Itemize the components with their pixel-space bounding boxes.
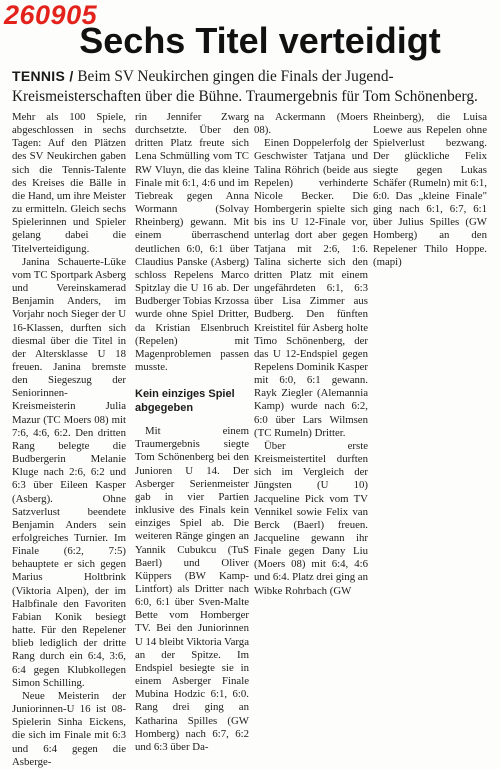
lead-paragraph xyxy=(12,66,488,107)
article-paragraph: Über erste Kreismeistertitel durften sich im Vergleich der Jüngsten (U 10) Jacqueline Pick vom TV Vennikel sowie Felix van Berck (Baerl) freuen. Jacqueline gewann ihr Finale gegen Dany Liu (Moers 08) mit 6:4, 4:6 und 6:4. Platz drei ging an Wibke Rohrbach (GW xyxy=(254,439,368,597)
article-column-3 xyxy=(254,111,368,598)
article-paragraph: Neue Meisterin der Juniorinnen-U 16 ist 08-Spielerin Sinha Eickens, die sich im Finale mit 6:3 und 6:4 gegen die Asberge- xyxy=(12,689,126,768)
article-paragraph: Mit einem Traumergebnis siegte Tom Schönenberg bei den Junioren U 14. Der Asberger Serienmeister gab in vier Partien inklusive des Finals kein einziges Spiel ab. Die weiteren Ränge gingen an Yannik Cubukcu (TuS Baerl) und Oliver Küppers (BW Kamp-Lintfort) als Dritter nach 6:0, 6:1 über Sven-Malte Bette vom Homberger TV. Bei den Juniorinnen U 14 bleibt Viktoria Varga an der Spitze. Im Endspiel besiegte sie in einem Asberger Finale Mubina Hodzic 6:1, 6:0. Rang drei ging an Katharina Spilles (GW Homberg) nach 6:7, 6:2 und 6:3 über Da- xyxy=(135,425,249,753)
article-paragraph: Janina Schauerte-Lüke vom TC Sportpark Asberg und Vereinskamerad Benjamin Anders, im Vorjahr noch Sieger der U 16-Klassen, durften sich diesmal über die Titel in der Altersklasse U 18 freuen. Janina bremste den Siegeszug der Seniorinnen-Kreismeisterin Julia Mazur (TC Moers 08) mit 7:6, 4:6, 6:2. Den dritten Rang belegte die Budbergerin Melanie Kluge nach 2:6, 6:2 und 6:3 über Eileen Kasper (Asberg). Ohne Satzverlust beendete Benjamin Anders sein erfolgreiches Turnier. Im Finale (6:2, 7:5) behauptete er sich gegen Marius Holtbrink (Viktoria Alpen), der im Halbfinale den Favoriten Fabian Konik besiegt hatte. Für den Repelener blieb lediglich der dritte Rang durch ein 6:4, 3:6, 6:4 gegen Klubkollegen Simon Schilling. xyxy=(12,255,126,689)
article-column-2 xyxy=(135,111,249,754)
date-stamp: 260905 xyxy=(4,0,98,30)
article-paragraph: Mehr als 100 Spiele, abgeschlossen in sechs Tagen: Auf den Plätzen des SV Neukirchen gaben sich die Tennis-Talente des Kreises die Bälle in die Hand, um ihre Meister zu ermitteln. Gleich sechs Spielerinnen und Spieler gelang dabei die Titelverteidigung. xyxy=(12,111,126,255)
article-column-1 xyxy=(12,111,126,769)
lead-kicker: TENNIS / xyxy=(12,68,74,84)
article-paragraph: Rheinberg), die Luisa Loewe aus Repelen ohne Spielverlust bezwang. Der glückliche Felix siegte gegen Lukas Schäfer (Rumeln) mit 6:1, 6:0. Das „kleine Finale" ging nach 6:1, 6:7, 6:1 über Julius Spilles (GW Homberg) an den Repelener Thilo Hoppe. (mapi) xyxy=(373,111,487,268)
article-paragraph: Einen Doppelerfolg der Geschwister Tatjana und Talina Röhrich (beide aus Repelen) verhinderte Nicole Becker. Die Hombergerin spielte sich bis ins U 12-Finale vor, unterlag dort aber gegen Tatjana mit 2:6, 1:6. Talina sicherte sich den dritten Platz mit einem ungefährdeten 6:1, 6:3 über Lisa Zimmer aus Budberg. Den fünften Kreistitel für Asberg holte Timo Schönenberg, der das U 12-Endspiel gegen Repelens Dominik Kasper mit 6:0, 6:1 gewann. Rayk Ziegler (Alemannia Kamp) wurde nach 6:2, 6:0 über Lars Wilmsen (TC Rumeln) Dritter. xyxy=(254,137,368,439)
article-paragraph: na Ackermann (Moers 08). xyxy=(254,111,368,137)
article-paragraph: rin Jennifer Zwarg durchsetzte. Über den dritten Platz freute sich Lena Schmülling vom TC RW Vluyn, die das kleine Finale mit 6:1, 4:6 und im Tiebreak gegen Anna Wormann (Solvay Rheinberg) gewann. Mit einem überraschend deutlichen 6:0, 6:1 über Claudius Panske (Asberg) schloss Repelens Marco Spitzlay die U 16 ab. Der Budberger Tobias Krzossa wurde ohne Spiel Dritter, da Kristian Elsenbruch (Repelen) mit Magenproblemen passen musste. xyxy=(135,111,249,373)
article-subheading: Kein einziges Spiel abgegeben xyxy=(135,388,235,414)
lead-text: Beim SV Neukirchen gingen die Finals der Jugend-Kreismeisterschaften über die Bühne. Traumergebnis für Tom Schönenberg. xyxy=(12,68,478,105)
headline: Sechs Titel verteidigt xyxy=(79,20,441,61)
article-column-4 xyxy=(373,111,487,269)
